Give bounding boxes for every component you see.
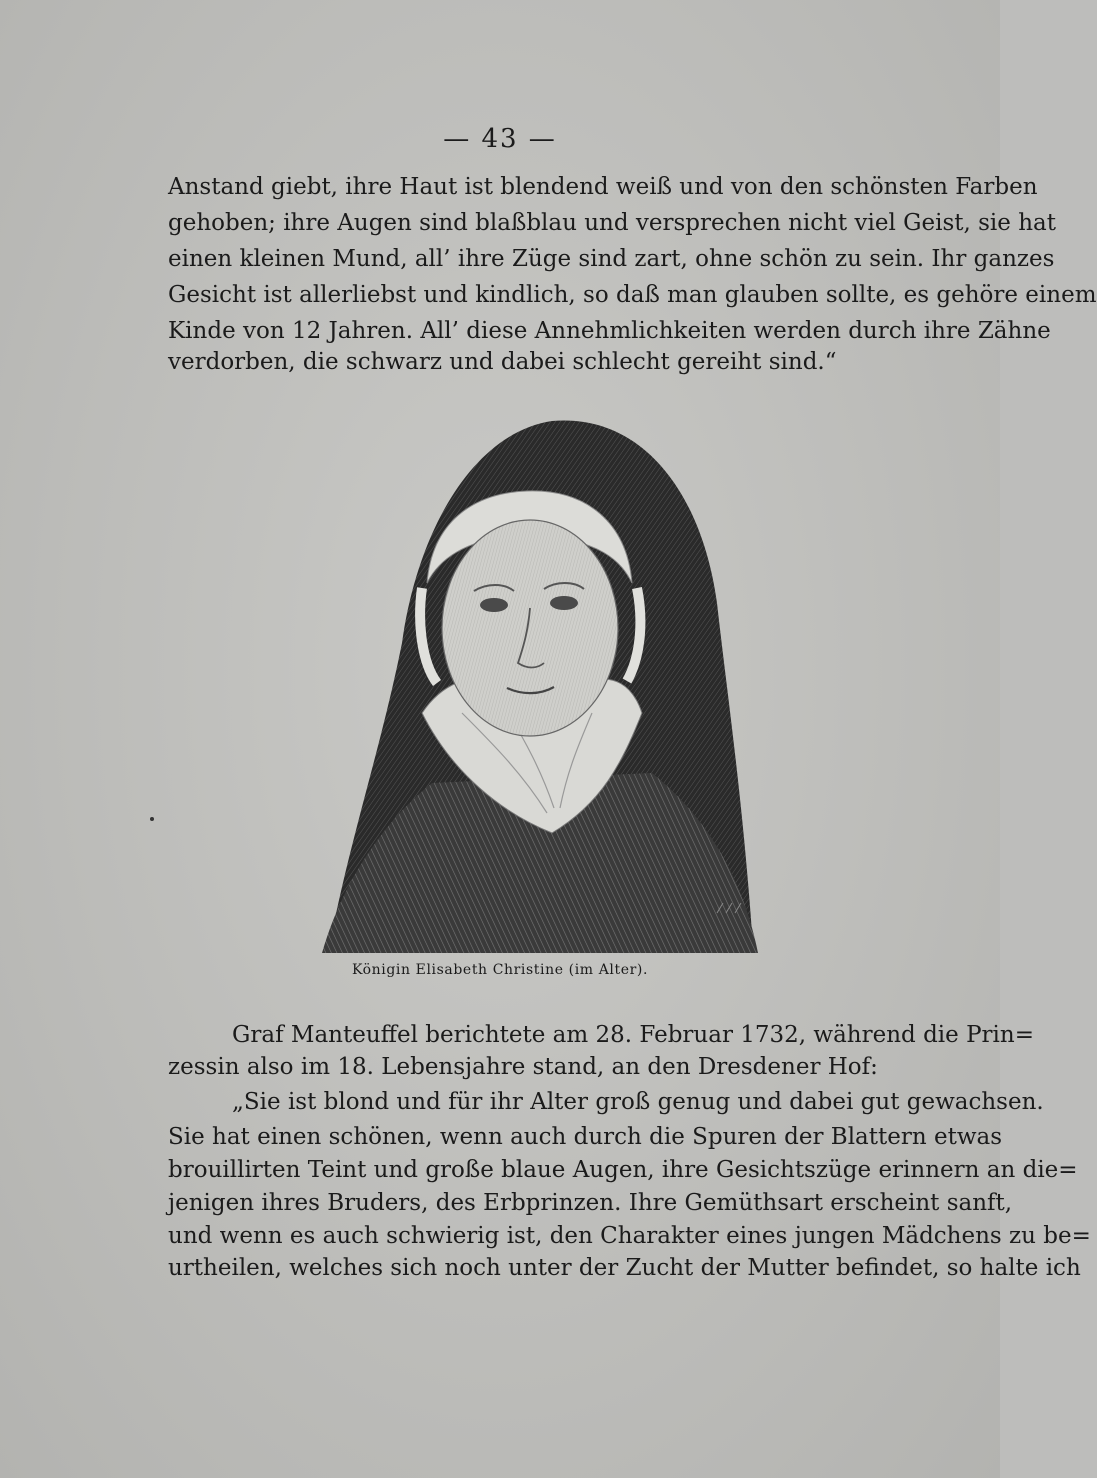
text-line: zessin also im 18. Lebensjahre stand, an den Dresdener Hof: xyxy=(168,1054,878,1080)
text-line: brouillirten Teint und große blaue Augen, ihre Gesichtszüge erinnern an die= xyxy=(168,1157,1078,1183)
text-line: Sie hat einen schönen, wenn auch durch die Spuren der Blattern etwas xyxy=(168,1124,1003,1150)
text-line: Graf Manteuffel berichtete am 28. Februar 1732, während die Prin= xyxy=(232,1022,1034,1048)
text-line: jenigen ihres Bruders, des Erbprinzen. Ihre Gemüthsart erscheint sanft, xyxy=(168,1190,1013,1216)
paper-speck xyxy=(150,817,154,821)
text-line: gehoben; ihre Augen sind blaßblau und versprechen nicht viel Geist, sie hat xyxy=(168,210,1056,236)
text-line: Gesicht ist allerliebst und kindlich, so daß man glauben sollte, es gehöre einem xyxy=(168,282,1097,308)
page-number: — 43 — xyxy=(443,124,557,154)
text-line: Anstand giebt, ihre Haut ist blendend weiß und von den schönsten Farben xyxy=(168,174,1038,200)
text-line: urtheilen, welches sich noch unter der Zucht der Mutter befindet, so halte ich xyxy=(168,1255,1081,1281)
figure-caption: Königin Elisabeth Christine (im Alter). xyxy=(351,962,649,978)
text-line: Kinde von 12 Jahren. All’ diese Annehmlichkeiten werden durch ihre Zähne xyxy=(168,318,1051,344)
portrait-engraving xyxy=(322,413,758,953)
text-line: verdorben, die schwarz und dabei schlecht gereiht sind.“ xyxy=(168,349,837,375)
text-line: „Sie ist blond und für ihr Alter groß genug und dabei gut gewachsen. xyxy=(232,1089,1044,1115)
text-line: und wenn es auch schwierig ist, den Charakter eines jungen Mädchens zu be= xyxy=(168,1223,1091,1249)
text-line: einen kleinen Mund, all’ ihre Züge sind zart, ohne schön zu sein. Ihr ganzes xyxy=(168,246,1055,272)
